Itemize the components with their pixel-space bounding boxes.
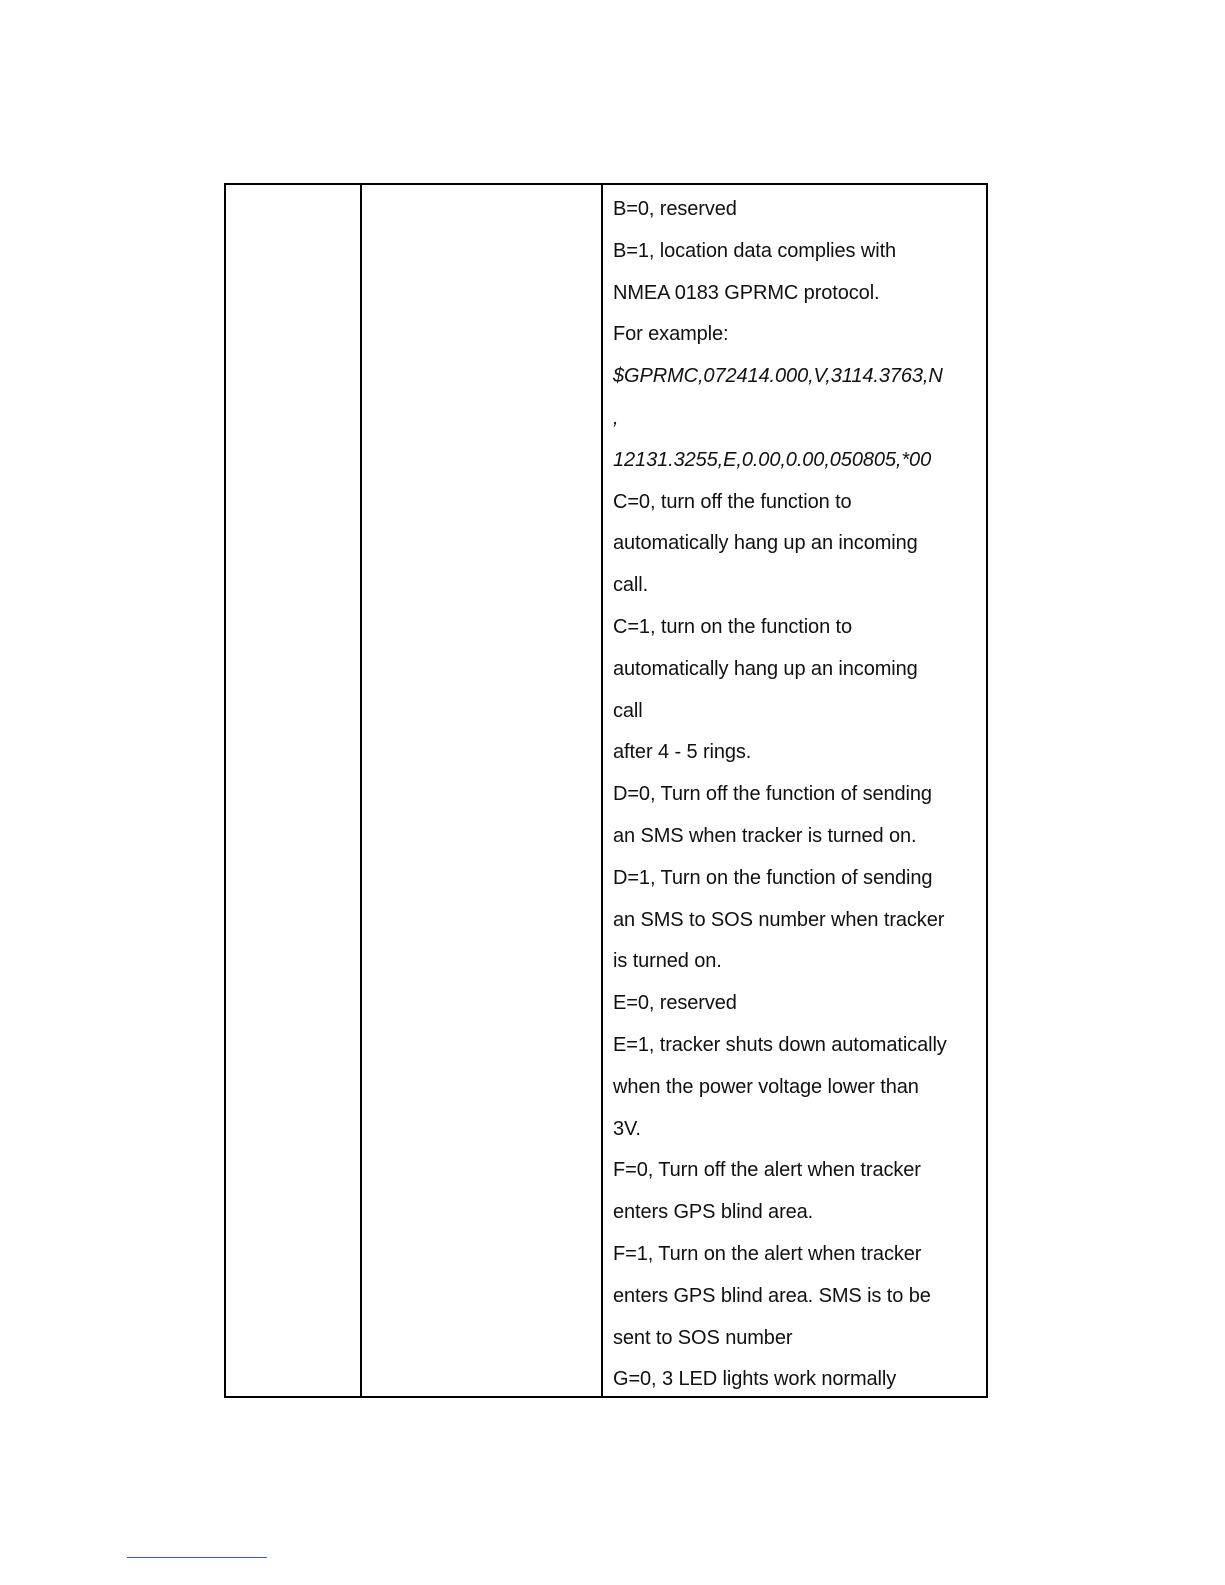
description-line: call [613, 699, 643, 722]
description-line: after 4 - 5 rings. [613, 741, 752, 764]
description-line: For example: [613, 323, 729, 346]
parameter-table [224, 183, 988, 1398]
table-cell-description [603, 185, 986, 1396]
description-line: D=0, Turn off the function of sending [613, 783, 932, 806]
description-line: an SMS when tracker is turned on. [613, 824, 917, 847]
description-line: automatically hang up an incoming [613, 657, 918, 680]
description-line: an SMS to SOS number when tracker [613, 908, 945, 931]
description-line: G=0, 3 LED lights work normally [613, 1368, 897, 1391]
description-line: is turned on. [613, 950, 722, 973]
description-line: E=1, tracker shuts down automatically [613, 1033, 947, 1056]
description-line: C=1, turn on the function to [613, 615, 853, 638]
description-line: 12131.3255,E,0.00,0.00,050805,*00 [613, 448, 932, 471]
table-cell-empty-2 [362, 185, 603, 1396]
description-line: D=1, Turn on the function of sending [613, 866, 933, 889]
description-line: when the power voltage lower than [613, 1075, 919, 1098]
description-line: $GPRMC,072414.000,V,3114.3763,N [613, 365, 943, 388]
description-line: , [613, 406, 619, 429]
description-line: automatically hang up an incoming [613, 532, 918, 555]
description-line: C=0, turn off the function to [613, 490, 852, 513]
description-line: B=0, reserved [613, 198, 737, 220]
description-line: B=1, location data complies with [613, 239, 897, 262]
description-line: F=1, Turn on the alert when tracker [613, 1242, 922, 1265]
table-cell-empty-1 [226, 185, 362, 1396]
description-line: call. [613, 574, 649, 597]
footnote-separator [127, 1557, 267, 1558]
description-line: F=0, Turn off the alert when tracker [613, 1159, 921, 1182]
description-line: enters GPS blind area. [613, 1201, 814, 1224]
description-line: E=0, reserved [613, 992, 737, 1015]
description-line: NMEA 0183 GPRMC protocol. [613, 281, 880, 304]
description-line: 3V. [613, 1117, 641, 1140]
description-line: sent to SOS number [613, 1326, 793, 1349]
description-line: enters GPS blind area. SMS is to be [613, 1284, 931, 1307]
